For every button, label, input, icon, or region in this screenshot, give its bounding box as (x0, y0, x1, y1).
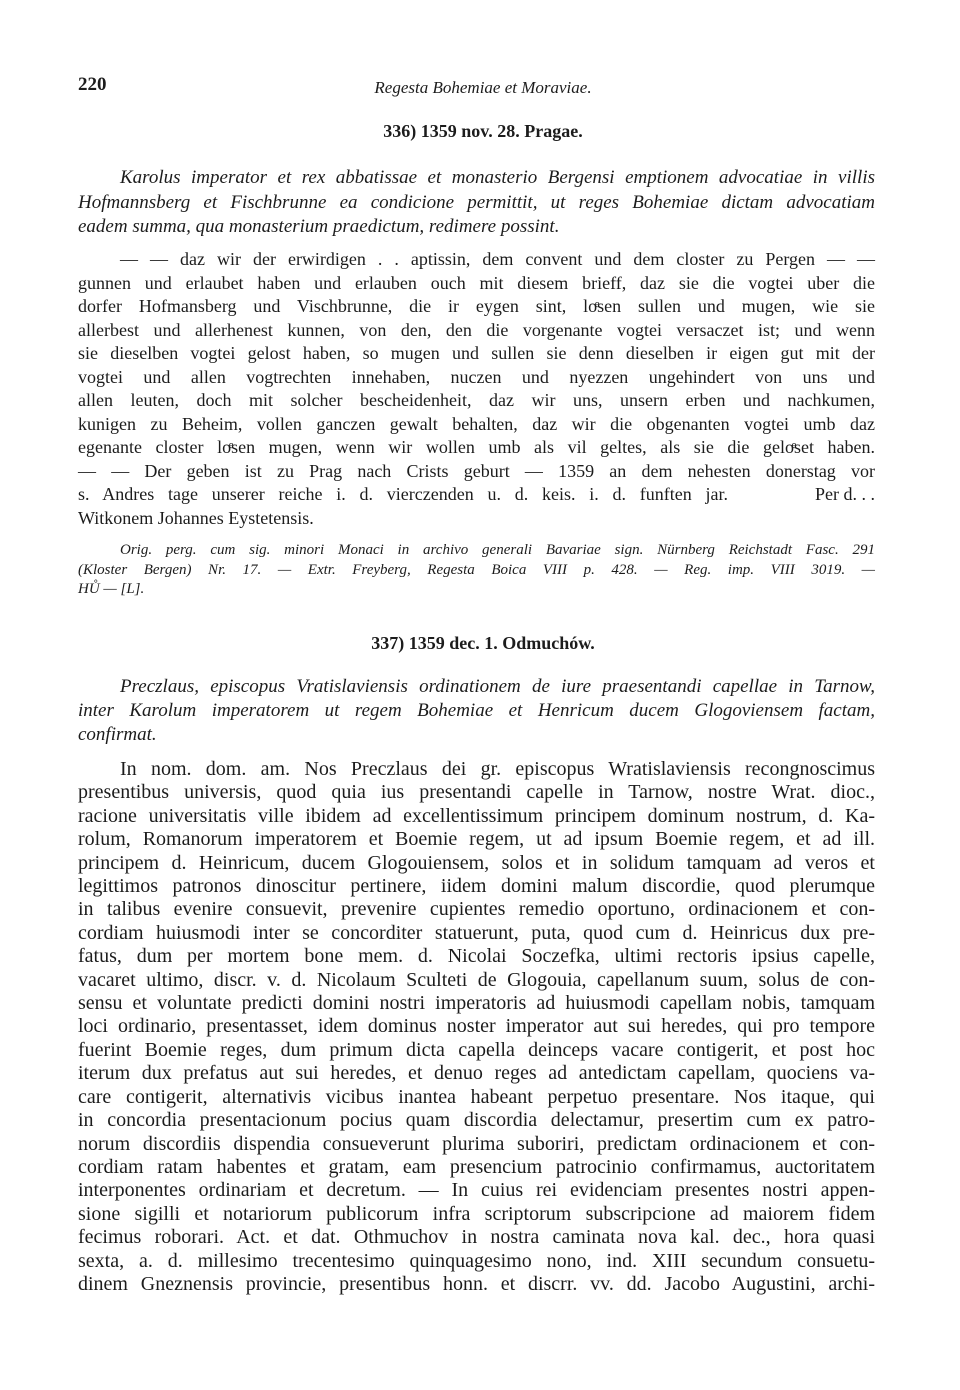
text-line: egenante closter loͤsen mugen, wenn wir wollen umb als vil geltes, als sie die geloͤset haben. (78, 437, 875, 457)
entry-text (78, 758, 875, 1296)
text-line: sensu et voluntate predicti domini nostri imperatoris ad huiusmodi capellam nobis, tamquam (78, 992, 875, 1015)
text-line: loci ordinario, presentasset, idem dominus noster imperator aut sui heredes, qui pro tempore (78, 1015, 875, 1038)
text-line: In nom. dom. am. Nos Preczlaus dei gr. episcopus Wratislaviensis recongnoscimus (120, 758, 875, 780)
text-line: s. Andres tage unserer reiche i. d. vierczenden u. d. keis. i. d. funften jar. (78, 484, 728, 504)
text-line: fuerint Boemie reges, dum primum dicta capella deinceps vacare contigerit, et post hoc (78, 1038, 875, 1061)
entry-heading: 337) 1359 dec. 1. Odmuchów. (371, 633, 595, 653)
text-line: dinem Gneznensis provincie, presentibus honn. et discrr. vv. dd. Jacobo Augustini, archi- (78, 1272, 875, 1295)
text-line: fecimus roborari. Act. et dat. Othmuchov in nostra caminata nova kal. dec., hora quasi (78, 1226, 875, 1249)
entry-heading: 336) 1359 nov. 28. Pragae. (383, 121, 583, 141)
text-line: presentibus universis, quod quia ius presentandi capelle in Tarnow, nostre Wrat. dioc., (78, 781, 875, 804)
text-line: interponentes ordinariam et decretum. — In cuius rei evidenciam presentes nostri appen- (78, 1179, 875, 1202)
text-line: vacaret ultimo, discr. v. d. Nicolaum Sculteti de Glogouia, capellanum suum, solus de con- (78, 968, 875, 991)
summary-line: eadem summa, qua monasterium praedictum, redimere possint. (78, 216, 560, 237)
text-line: sione sigilli et notariorum publicorum infra scriptorum subscripcione ad maiorem fidem (78, 1202, 875, 1225)
subscription-note: Per d. . . (815, 484, 875, 504)
text-line: fatus, dum per mortem bone mem. d. Nicolai Soczefka, ultimi rectoris ipsius capelle, (78, 945, 875, 968)
text-line: dorfer Hofmansberg und Vischbrunne, die ir eygen sint, loͤsen sullen und mugen, wie sie (78, 296, 875, 316)
summary-line: Karolus imperator et rex abbatissae et monasterio Bergensi emptionem advocatiae in villis (120, 167, 875, 188)
text-line: cordiam ratam habentes et gratam, eam presencium patrocinio confirmamus, auctoritatem (78, 1155, 875, 1178)
entry-summary (78, 166, 875, 240)
entry-summary (78, 675, 875, 747)
text-line: gunnen und erlaubet haben und erlauben ouch mit diesem brieff, daz sie die vogtei uber die (78, 272, 875, 293)
text-line: in talibus evenire consuevit, prevenire cupientes remedio oportuno, ordinacionem et con- (78, 898, 875, 921)
notes-line: HŮ — [L]. (78, 581, 145, 597)
summary-line: Hofmannsberg et Fischbrunne ea condicione permittit, ut reges Bohemiae dictam advocatiam (78, 191, 875, 213)
text-line: vogtei und allen vogtrechten innehaben, nuczen und nyezzen ungehindert von uns und (78, 366, 875, 387)
source-notes (78, 541, 875, 600)
text-line: — — daz wir der erwirdigen . . aptissin, dem convent und dem closter zu Pergen — — (120, 249, 875, 269)
text-line: sexta, a. d. millesimo trecentesimo quinquagesimo nono, ind. XIII secundum consuetu- (78, 1249, 875, 1272)
notes-line: (Kloster Bergen) Nr. 17. — Extr. Freyberg, Regesta Boica VIII p. 428. — Reg. imp. VIII 3019. — (78, 561, 875, 578)
text-line: care contigerit, alternativis vicibus inantea habeant perpetuo presentare. Nos itaque, qui (78, 1085, 875, 1108)
running-title: Regesta Bohemiae et Moraviae. (374, 78, 592, 97)
text-line: — — Der geben ist zu Prag nach Crists geburt — 1359 an dem nehesten donerstag vor (78, 460, 875, 481)
text-line: in concordia presentacionum pocius quam discordia delectamur, presertim cum ex patro- (78, 1109, 875, 1132)
page-number: 220 (78, 74, 107, 95)
text-line: norum discordiis dispendia consueverunt plurima suboriri, predictam ordinacionem et con- (78, 1132, 875, 1155)
entry-text (78, 248, 875, 530)
summary-line: Preczlaus, episcopus Vratislaviensis ordinationem de iure praesentandi capellae in Tarnow, (120, 676, 875, 697)
notes-line: Orig. perg. cum sig. minori Monaci in archivo generali Bavariae sign. Nürnberg Reichstadt Fasc. 291 (120, 542, 875, 558)
summary-line: inter Karolum imperatorem ut regem Bohemiae et Henricum ducem Glogoviensem factam, (78, 700, 875, 721)
text-line: cordiam huiusmodi inter se concorditer statuerunt, puta, quod cum d. Heinricus dux pre- (78, 921, 875, 944)
text-line: principem d. Heinricum, ducem Glogouiensem, solos et in solidum tamquam ad veros et (78, 851, 875, 874)
text-line: legittimos patronos dinoscitur pertinere, iidem domini malum discordie, quod plerumque (78, 875, 875, 898)
text-line: allerbest und allerhenest kunnen, von den, den die vorgenante vogtei versaczet ist; und wenn (78, 319, 875, 340)
text-line: rolum, Romanorum imperatorem et Boemie regem, ut ad ipsum Boemie regem, et ad ill. (78, 828, 875, 851)
text-line: sie dieselben vogtei gelost haben, so mugen und sullen sie denn dieselben ir eigen gut mit der (78, 343, 875, 363)
text-line: Witkonem Johannes Eystetensis. (78, 507, 314, 528)
text-line: racione universitatis ville ibidem ad excellentissimum principem dominum nostrum, d. Ka- (78, 804, 875, 827)
text-line: kunigen zu Beheim, vollen ganczen gewalt behalten, daz wir die obgenanten vogtei umb daz (78, 413, 875, 434)
dating-line (78, 483, 875, 507)
text-line: iterum dux prefatus aut sui heredes, et denuo reges ad antedictam capellam, quociens va- (78, 1062, 875, 1085)
summary-line: confirmat. (78, 724, 157, 745)
text-line: allen leuten, doch mit solcher bescheidenheit, daz wir uns, unsern erben und nachkumen, (78, 390, 875, 410)
